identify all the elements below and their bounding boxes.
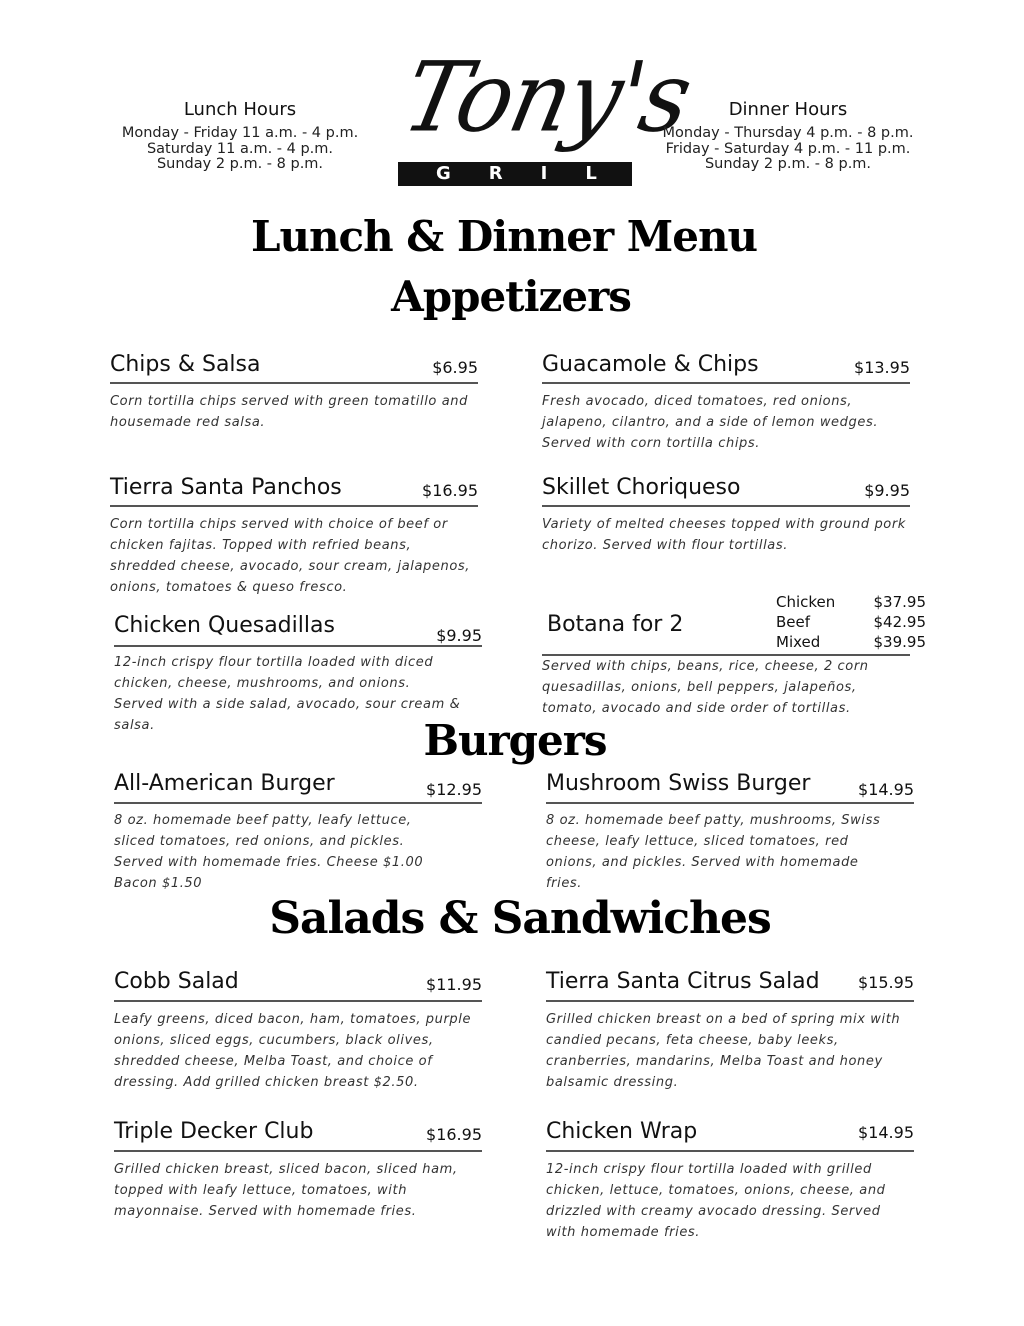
item-name: Tierra Santa Panchos	[110, 475, 342, 500]
item-description: Corn tortilla chips served with green tomatillo and housemade red salsa.	[110, 393, 468, 430]
item-price: $6.95	[432, 358, 478, 377]
lunch-hours-line: Monday - Friday 11 a.m. - 4 p.m.	[121, 125, 359, 141]
item-name: Chicken Quesadillas	[114, 613, 335, 638]
item-name: Tierra Santa Citrus Salad	[546, 969, 820, 994]
menu-item	[542, 475, 910, 556]
menu-item	[546, 771, 914, 894]
item-divider	[114, 645, 482, 647]
option-name: Mixed	[776, 633, 821, 651]
item-price: $14.95	[858, 780, 914, 799]
item-divider	[542, 382, 910, 384]
item-price: $12.95	[426, 780, 482, 799]
logo-bar: GRILL	[398, 162, 632, 186]
item-price: $14.95	[858, 1123, 914, 1142]
item-divider	[114, 1000, 482, 1002]
lunch-hours-line: Sunday 2 p.m. - 8 p.m.	[156, 156, 324, 172]
item-description: Fresh avocado, diced tomatoes, red onions, jalapeno, cilantro, and a side of lemon wedges. Served with corn tortilla chips.	[542, 393, 879, 451]
item-divider	[114, 1150, 482, 1152]
appetizers-heading: Appetizers	[391, 272, 631, 321]
item-divider	[110, 505, 478, 507]
burgers-heading: Burgers	[423, 716, 607, 765]
lunch-hours	[90, 99, 390, 173]
item-price: $16.95	[422, 481, 478, 500]
item-name: Botana for 2	[547, 612, 684, 637]
item-description: 8 oz. homemade beef patty, leafy lettuce, sliced tomatoes, red onions, and pickles. Served with homemade fries. Cheese $1.00 Bacon $1.50	[114, 812, 424, 891]
item-description: Grilled chicken breast, sliced bacon, sliced ham, topped with leafy lettuce, tomatoes, with mayonnaise. Served with homemade fries.	[114, 1161, 458, 1219]
dinner-hours-title: Dinner Hours	[728, 99, 848, 120]
menu-item	[110, 352, 478, 433]
option-row	[776, 612, 926, 632]
item-description: 12-inch crispy flour tortilla loaded with grilled chicken, lettuce, tomatoes, onions, cheese, and drizzled with creamy avocado dressing. Served with homemade fries.	[546, 1161, 886, 1240]
item-divider	[546, 1150, 914, 1152]
menu-item	[114, 1119, 482, 1222]
item-description: 8 oz. homemade beef patty, mushrooms, Swiss cheese, leafy lettuce, sliced tomatoes, red onions, and pickles. Served with homemade fries.	[546, 812, 881, 891]
option-price: $42.95	[873, 613, 926, 631]
option-name: Beef	[776, 613, 811, 631]
item-description: Corn tortilla chips served with choice of beef or chicken fajitas. Topped with refried beans, shredded cheese, avocado, sour cream, jalapenos, onions, tomatoes & queso fresco.	[110, 516, 470, 595]
item-divider	[542, 505, 910, 507]
item-description: Served with chips, beans, rice, cheese, 2 corn quesadillas, onions, bell peppers, jalapeños, tomato, avocado and side order of tortillas.	[542, 659, 869, 716]
item-divider	[546, 802, 914, 804]
logo-script: Tony's	[394, 41, 700, 154]
dinner-hours-line: Friday - Saturday 4 p.m. - 11 p.m.	[665, 140, 911, 157]
menu-item	[114, 771, 482, 894]
item-name: Skillet Choriqueso	[542, 475, 741, 500]
item-price: $13.95	[854, 358, 910, 377]
menu-item	[110, 475, 478, 598]
menu-item	[546, 1119, 914, 1243]
item-name: Chicken Wrap	[546, 1119, 698, 1144]
item-name: Guacamole & Chips	[542, 352, 759, 377]
option-row	[776, 632, 926, 652]
item-description: Variety of melted cheeses topped with ground pork chorizo. Served with flour tortillas.	[542, 516, 906, 553]
item-divider	[110, 382, 478, 384]
item-name: Mushroom Swiss Burger	[546, 771, 811, 796]
item-name: Cobb Salad	[114, 969, 239, 994]
item-description: Leafy greens, diced bacon, ham, tomatoes, purple onions, sliced eggs, cucumbers, black olives, shredded cheese, Melba Toast, and choice of dressing. Add grilled chicken breast $2.50.	[114, 1011, 472, 1090]
lunch-hours-line: Saturday 11 a.m. - 4 p.m.	[146, 140, 334, 157]
dinner-hours-line: Monday - Thursday 4 p.m. - 8 p.m.	[662, 125, 914, 141]
logo	[394, 40, 700, 186]
dinner-hours-line: Sunday 2 p.m. - 8 p.m.	[704, 156, 872, 172]
item-divider	[114, 802, 482, 804]
menu-item	[542, 352, 910, 454]
option-price: $37.95	[873, 593, 926, 611]
item-price: $11.95	[426, 975, 482, 994]
item-options	[776, 592, 926, 652]
item-description: Grilled chicken breast on a bed of spring mix with candied pecans, feta cheese, baby leeks, cranberries, mandarins, Melba Toast and honey balsamic dressing.	[546, 1011, 901, 1090]
option-row	[776, 592, 926, 612]
dinner-hours	[638, 99, 938, 173]
item-divider	[546, 1000, 914, 1002]
item-price: $9.95	[436, 626, 482, 645]
item-name: Chips & Salsa	[110, 352, 261, 377]
menu-item	[546, 969, 914, 1093]
item-name: All-American Burger	[114, 771, 335, 796]
option-name: Chicken	[776, 593, 836, 611]
menu-title: Lunch & Dinner Menu	[250, 212, 758, 261]
salads-heading: Salads & Sandwiches	[269, 893, 771, 944]
lunch-hours-title: Lunch Hours	[183, 99, 297, 120]
option-price: $39.95	[873, 633, 926, 651]
item-price: $9.95	[864, 481, 910, 500]
menu-item	[114, 969, 482, 1093]
item-name: Triple Decker Club	[114, 1119, 314, 1144]
item-price: $15.95	[858, 973, 914, 992]
item-description: 12-inch crispy flour tortilla loaded with diced chicken, cheese, mushrooms, and onions. Served with a side salad, avocado, sour cream & salsa.	[114, 654, 461, 733]
item-price: $16.95	[426, 1125, 482, 1144]
